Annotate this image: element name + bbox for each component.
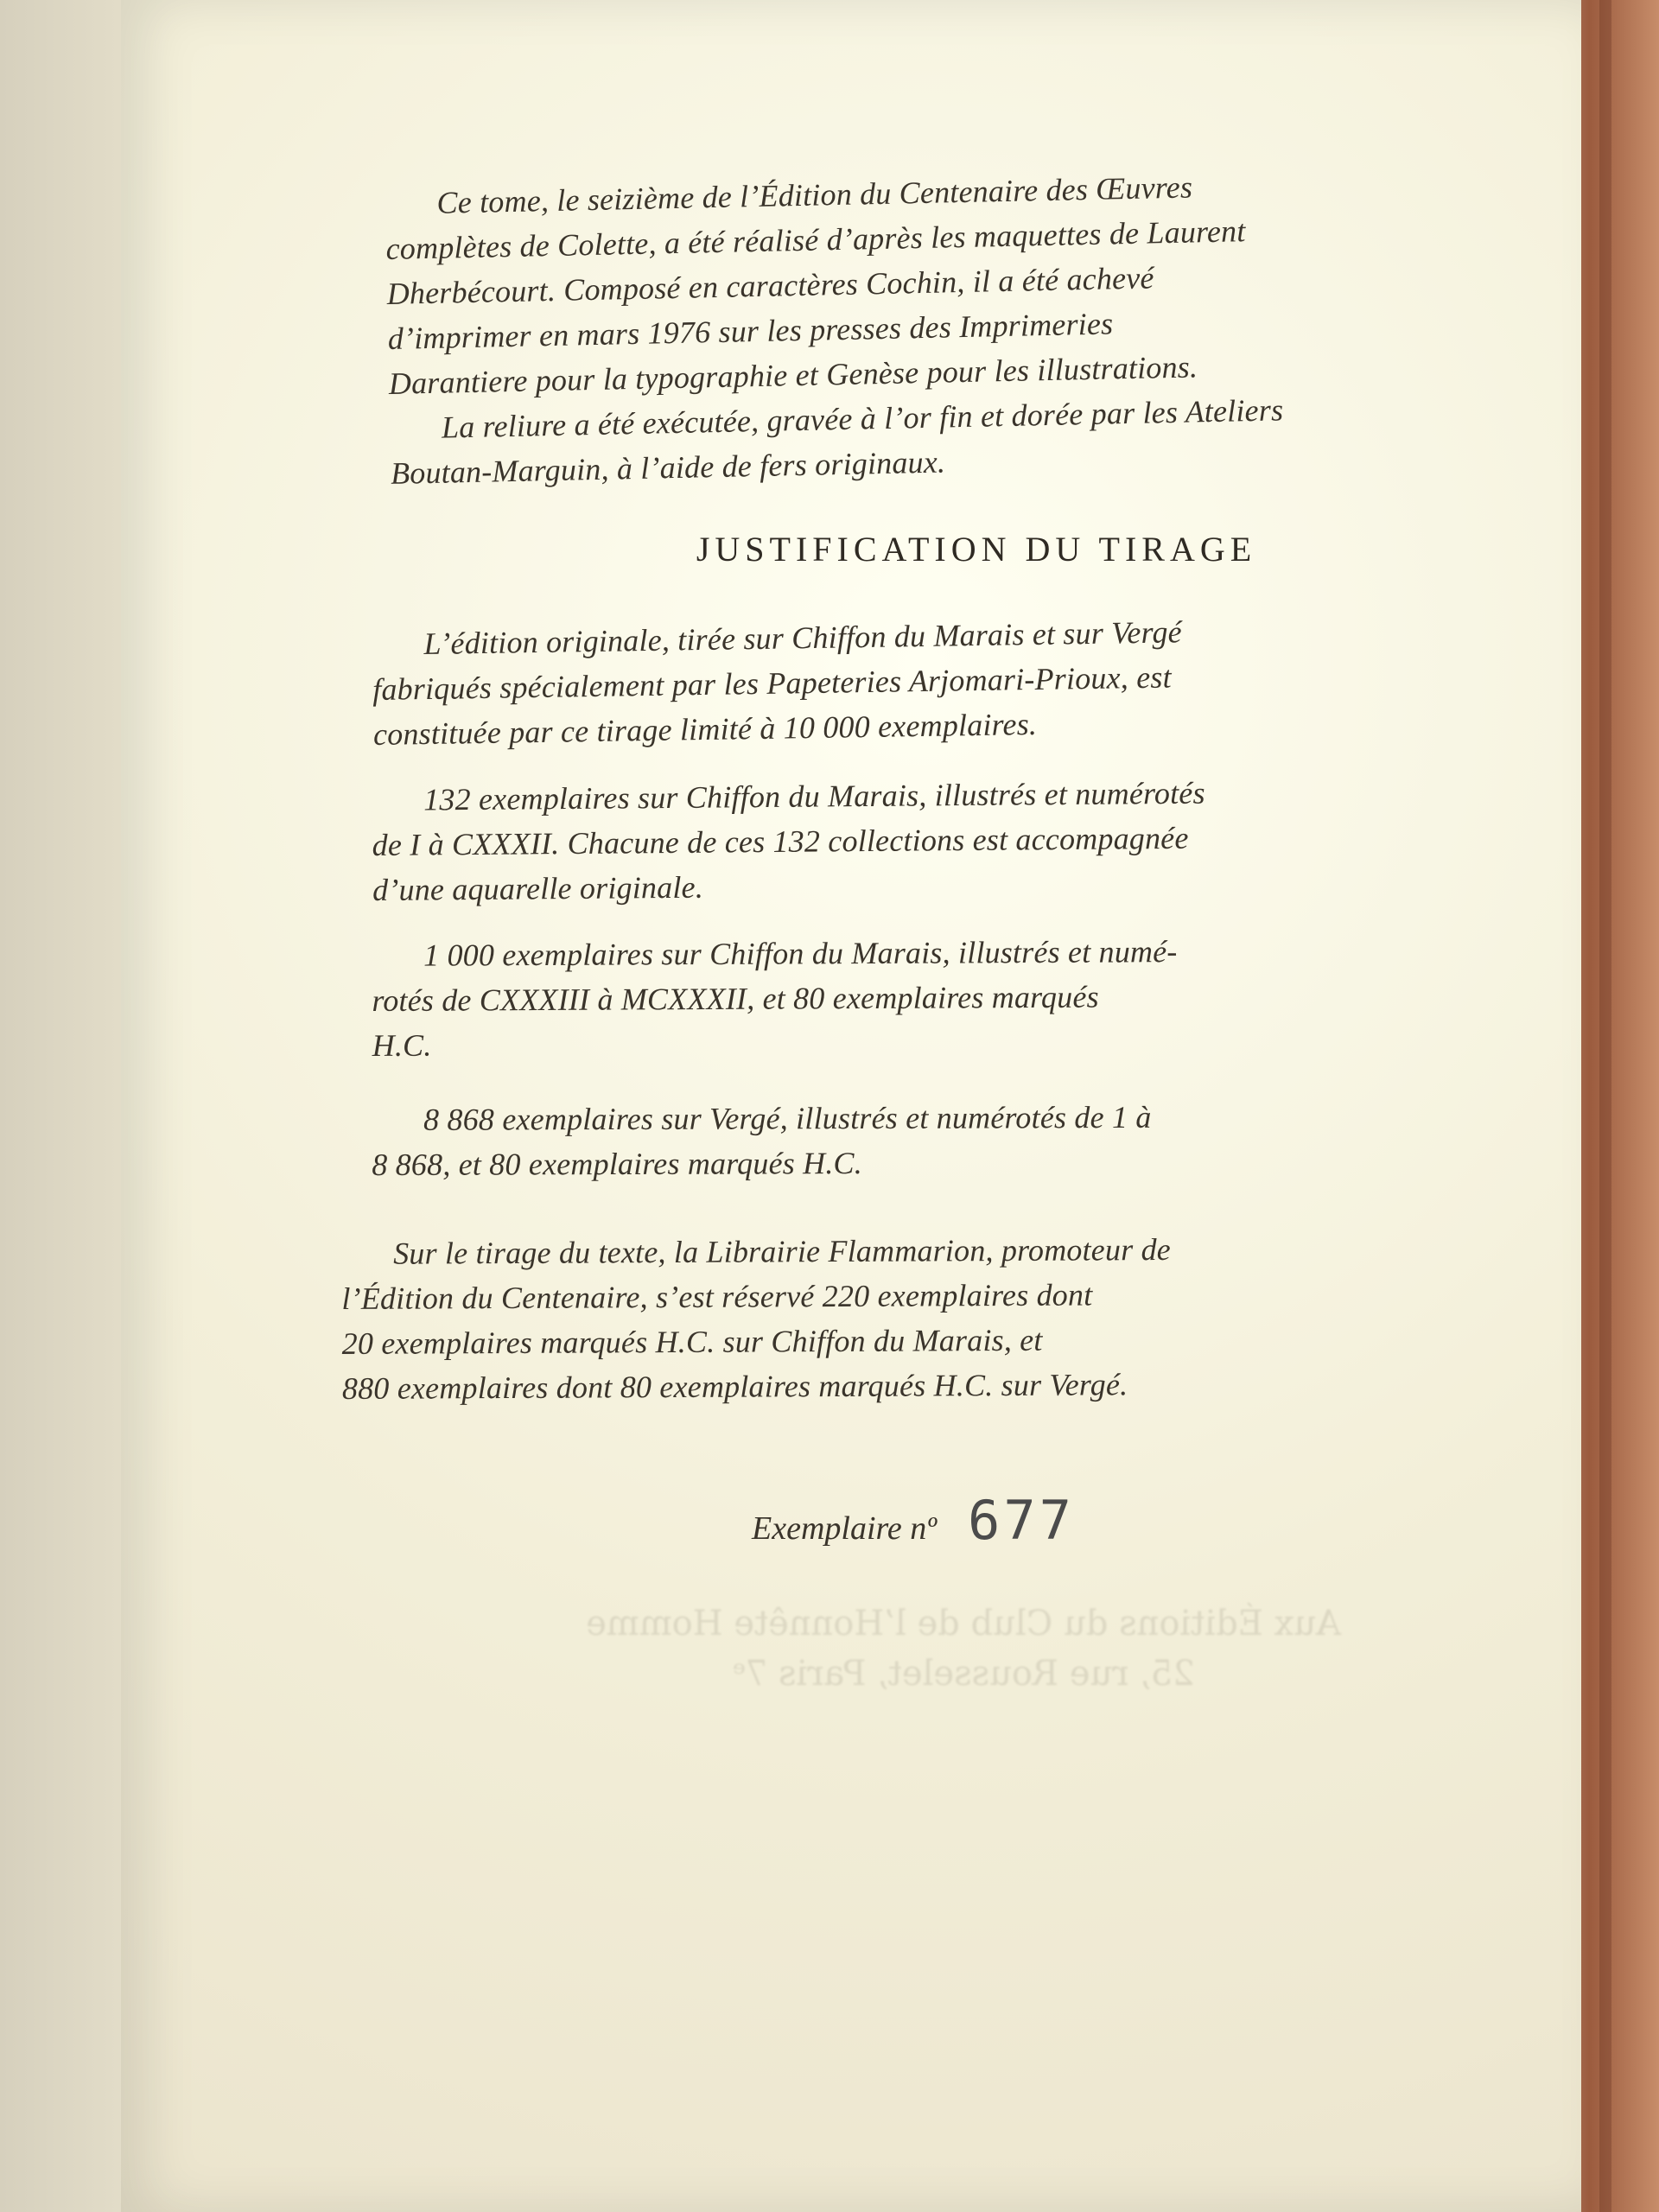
paragraph-line: L’édition originale, tirée sur Chiffon du Marais et sur Vergé (423, 614, 1183, 662)
bleed-through-line: 25, rue Rousselet, Paris 7ᵉ (732, 1654, 1195, 1694)
paragraph-line: de I à CXXXII. Chacune de ces 132 collections est accompagnée (372, 820, 1189, 862)
justification-paragraph-1 (372, 606, 1410, 757)
colophon-block (385, 160, 1410, 496)
paragraph-line: 20 exemplaires marqués H.C. sur Chiffon du Marais, et (341, 1322, 1043, 1361)
book-page (121, 0, 1581, 2212)
paragraph-line: 8 868, et 80 exemplaires marqués H.C. (372, 1146, 862, 1182)
exemplaire-label: Exemplaire nº (752, 1510, 938, 1547)
bleed-through-line: Aux Éditions du Club de l’Honnête Homme (586, 1604, 1341, 1643)
colophon-line: La reliure a été exécutée, gravée à l’or fin et dorée par les Ateliers (441, 392, 1284, 445)
paragraph-line: rotés de CXXXIII à MCXXXII, et 80 exemplaires marqués (372, 979, 1099, 1018)
paragraph-line: 8 868 exemplaires sur Vergé, illustrés et numérotés de 1 à (423, 1099, 1152, 1137)
justification-paragraph-4 (372, 1094, 1408, 1187)
colophon-line: Darantiere pour la typographie et Genèse pour les illustrations. (388, 349, 1198, 401)
paragraph-line: constituée par ce tirage limité à 10 000 exemplaires. (372, 706, 1038, 752)
exemplaire-number: 677 (968, 1489, 1076, 1552)
justification-heading: JUSTIFICATION DU TIRAGE (696, 530, 1257, 569)
colophon-line: Boutan-Marguin, à l’aide de fers originaux. (390, 444, 946, 491)
cover-shadow-line (1599, 0, 1611, 2212)
bleed-through-text (467, 1599, 1460, 1737)
justification-paragraph-3 (372, 928, 1409, 1068)
paragraph-line: 132 exemplaires sur Chiffon du Marais, illustrés et numérotés (423, 775, 1205, 817)
paragraph-line: l’Édition du Centenaire, s’est réservé 220 exemplaires dont (341, 1277, 1093, 1316)
colophon-line: d’imprimer en mars 1976 sur les presses des Imprimeries (387, 306, 1114, 356)
justification-paragraph-5 (341, 1225, 1422, 1411)
colophon-line: complètes de Colette, a été réalisé d’après les maquettes de Laurent (385, 213, 1246, 266)
exemplaire-line (752, 1486, 1201, 1564)
paragraph-line: fabriqués spécialement par les Papeteries Arjomari-Prioux, est (372, 659, 1173, 707)
paragraph-line: 880 exemplaires dont 80 exemplaires marqués H.C. sur Vergé. (341, 1367, 1128, 1406)
colophon-line: Dherbécourt. Composé en caractères Cochin, il a été achevé (386, 260, 1154, 311)
justification-paragraph-2 (372, 769, 1409, 912)
paragraph-line: Sur le tirage du texte, la Librairie Flammarion, promoteur de (393, 1231, 1172, 1271)
paragraph-line: d’une aquarelle originale. (372, 869, 704, 907)
paragraph-line: 1 000 exemplaires sur Chiffon du Marais, illustrés et numé- (423, 934, 1178, 973)
colophon-line: Ce tome, le seizième de l’Édition du Centenaire des Œuvres (436, 169, 1193, 220)
paragraph-line: H.C. (372, 1027, 432, 1063)
